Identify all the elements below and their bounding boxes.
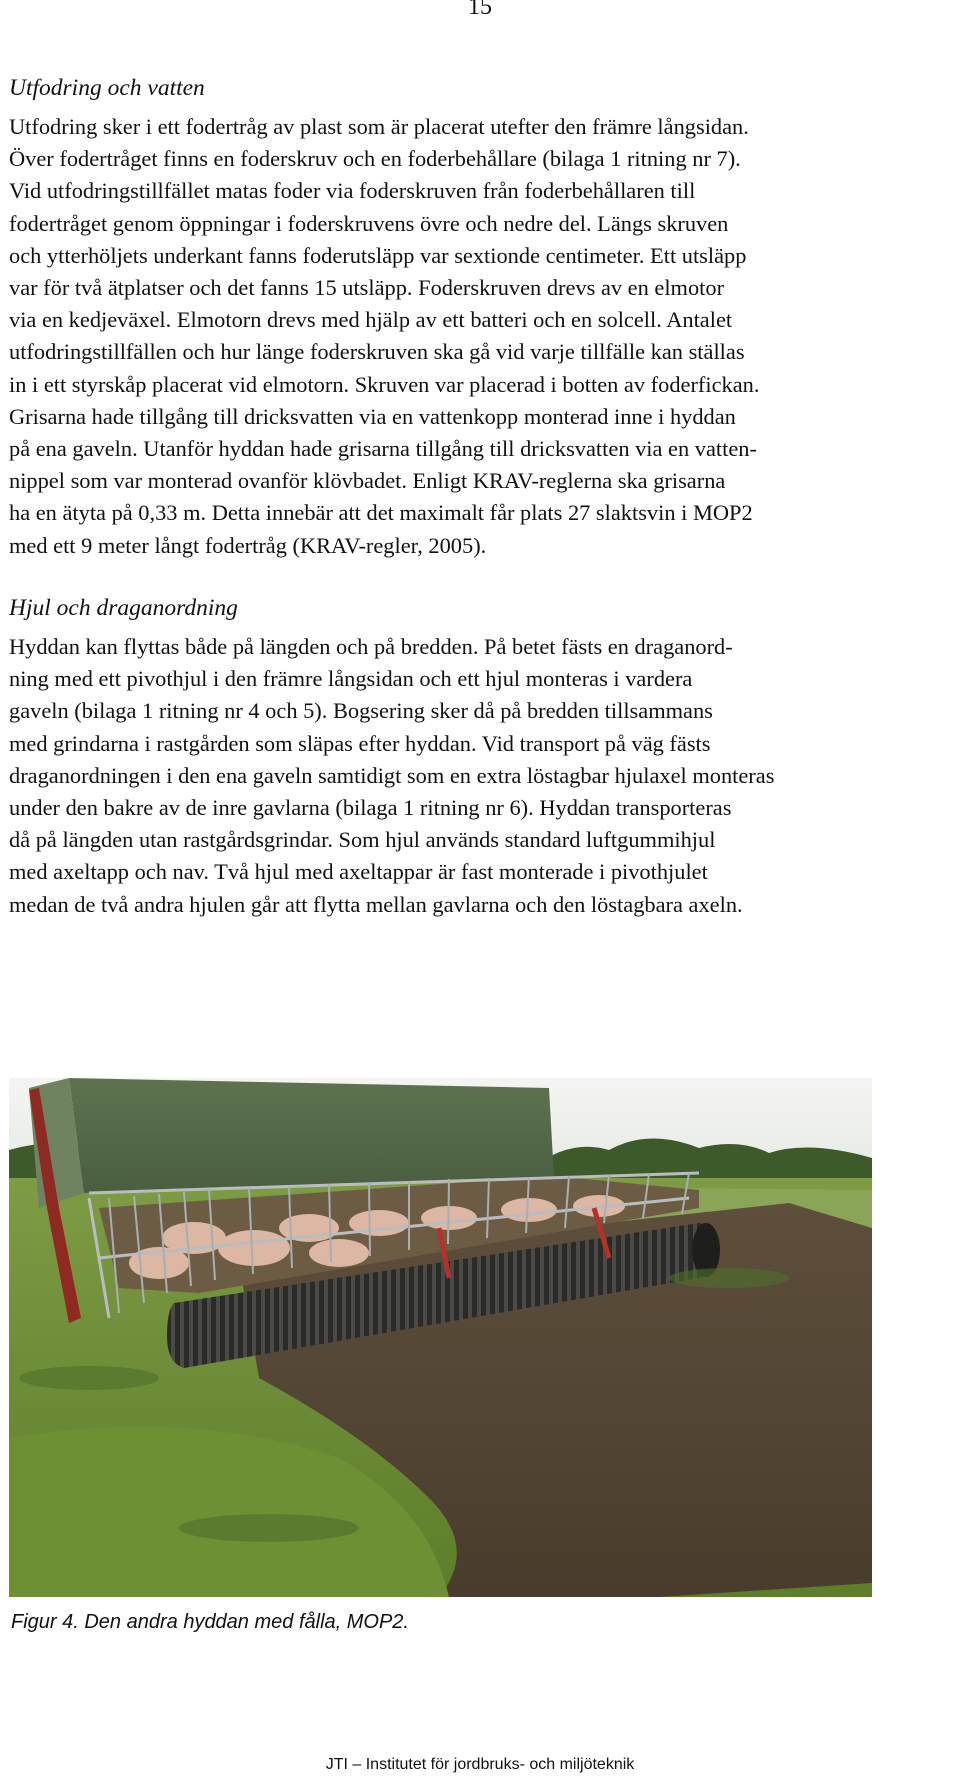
page-footer: JTI – Institutet för jordbruks- och miljöteknik xyxy=(325,1756,635,1773)
section-body-wheels: Hyddan kan flyttas både på längden och på bredden. På betet fästs en draganord- ning med ett pivothjul i den främre långsidan och ett hjul monteras i vardera gaveln (bilaga 1 ritning nr 4 och 5). Bogsering sker då på bredden tillsammans med grindarna i rastgården som släpas efter hyddan. Vid transport på väg fästs draganordningen i den ena gaveln samtidigt som en extra löstagbar hjulaxel monteras under den bakre av de inre gavlarna (bilaga 1 ritning nr 6). Hyddan transporteras då på längden utan rastgårdsgrindar. Som hjul används standard luftgummihjul med axeltapp och nav. Två hjul med axeltappar är fast monterade i pivothjulet medan de två andra hjulen går att flytta mellan gavlarna och den löstagbara axeln. xyxy=(9,634,775,917)
section-body-feeding: Utfodring sker i ett fodertråg av plast som är placerat utefter den främre långsidan. Över fodertråget finns en foderskruv och en foderbehållare (bilaga 1 ritning nr 7). Vid utfodringstillfället matas foder via foderskruven från foderbehållaren till fodertråget genom öppningar i foderskruvens övre och nedre del. Längs skruven och ytterhöljets underkant fanns foderutsläpp var sextionde centimeter. Ett utsläpp var för två ätplatser och det fanns 15 utsläpp. Foderskruven drevs av en elmotor via en kedjeväxel. Elmotorn drevs med hjälp av ett batteri och en solcell. Antalet utfodringstillfällen och hur länge foderskruven ska gå vid varje tillfälle kan ställas in i ett styrskåp placerat vid elmotorn. Skruven var placerad i botten av foderfickan. Grisarna hade tillgång till dricksvatten via en vattenkopp monterad inne i hyddan på ena gaveln. Utanför hyddan hade grisarna tillgång till dricksvatten via en vatten- nippel som var monterad ovanför klövbadet. Enligt KRAV-reglerna ska grisarna ha en ätyta på 0,33 m. Detta innebär att det maximalt får plats 27 slaktsvin i MOP2 med ett 9 meter långt fodertråg (KRAV-regler, 2005). xyxy=(9,114,760,558)
section-heading-wheels: Hjul och draganordning xyxy=(9,595,238,621)
figure-caption: Figur 4. Den andra hyddan med fålla, MOP2. xyxy=(11,1611,409,1633)
section-heading-feeding: Utfodring och vatten xyxy=(9,75,205,101)
page-number: 15 xyxy=(468,0,492,20)
figure-photo xyxy=(9,1078,872,1597)
